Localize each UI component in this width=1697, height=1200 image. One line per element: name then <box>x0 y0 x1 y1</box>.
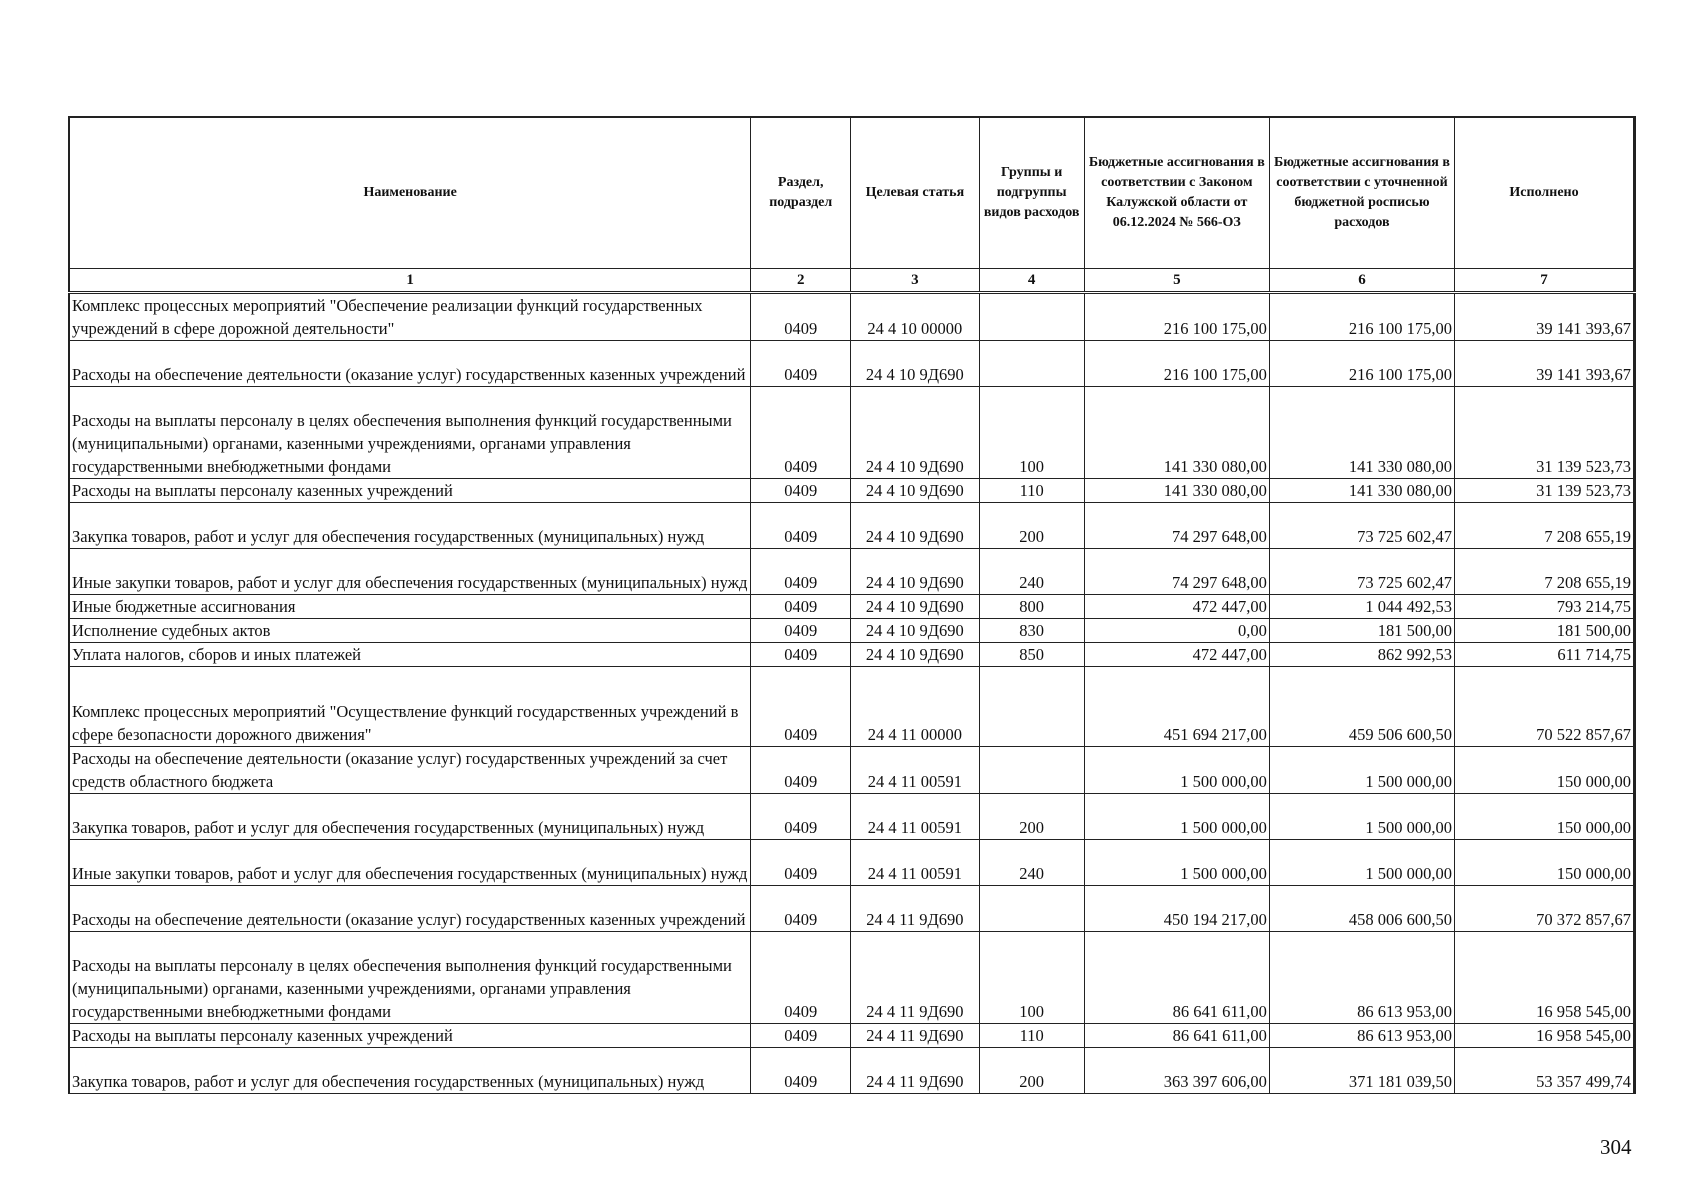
row-target: 24 4 11 9Д690 <box>851 1048 979 1094</box>
row-name: Иные бюджетные ассигнования <box>69 595 751 619</box>
row-refined: 73 725 602,47 <box>1269 549 1454 595</box>
row-target: 24 4 10 9Д690 <box>851 643 979 667</box>
row-refined: 86 613 953,00 <box>1269 1024 1454 1048</box>
row-group <box>979 667 1084 747</box>
header-section: Раздел, подраздел <box>751 117 851 269</box>
table-row <box>69 341 1635 387</box>
row-section: 0409 <box>751 794 851 840</box>
column-number: 1 <box>69 269 751 293</box>
row-section: 0409 <box>751 932 851 1024</box>
row-section: 0409 <box>751 387 851 479</box>
row-law: 141 330 080,00 <box>1084 479 1269 503</box>
column-number-row <box>69 269 1635 293</box>
budget-table <box>68 116 1636 1094</box>
row-law: 86 641 611,00 <box>1084 932 1269 1024</box>
row-executed: 793 214,75 <box>1455 595 1635 619</box>
row-refined: 862 992,53 <box>1269 643 1454 667</box>
row-law: 216 100 175,00 <box>1084 341 1269 387</box>
row-target: 24 4 10 9Д690 <box>851 341 979 387</box>
row-target: 24 4 11 9Д690 <box>851 886 979 932</box>
row-executed: 39 141 393,67 <box>1455 341 1635 387</box>
row-group: 200 <box>979 794 1084 840</box>
row-target: 24 4 10 9Д690 <box>851 619 979 643</box>
row-executed: 150 000,00 <box>1455 794 1635 840</box>
column-number: 4 <box>979 269 1084 293</box>
row-name: Закупка товаров, работ и услуг для обеспечения государственных (муниципальных) нужд <box>69 1048 751 1094</box>
table-row <box>69 595 1635 619</box>
row-target: 24 4 11 9Д690 <box>851 1024 979 1048</box>
row-target: 24 4 10 9Д690 <box>851 549 979 595</box>
row-refined: 458 006 600,50 <box>1269 886 1454 932</box>
row-law: 74 297 648,00 <box>1084 549 1269 595</box>
row-section: 0409 <box>751 747 851 794</box>
row-group: 100 <box>979 387 1084 479</box>
row-executed: 16 958 545,00 <box>1455 1024 1635 1048</box>
row-law: 86 641 611,00 <box>1084 1024 1269 1048</box>
column-number: 2 <box>751 269 851 293</box>
header-row <box>69 117 1635 269</box>
row-law: 0,00 <box>1084 619 1269 643</box>
header-groups: Группы и подгруппы видов расходов <box>979 117 1084 269</box>
row-target: 24 4 10 00000 <box>851 293 979 341</box>
row-name: Уплата налогов, сборов и иных платежей <box>69 643 751 667</box>
row-refined: 141 330 080,00 <box>1269 479 1454 503</box>
row-executed: 7 208 655,19 <box>1455 503 1635 549</box>
header-executed: Исполнено <box>1455 117 1635 269</box>
row-executed: 611 714,75 <box>1455 643 1635 667</box>
row-target: 24 4 11 9Д690 <box>851 932 979 1024</box>
row-executed: 7 208 655,19 <box>1455 549 1635 595</box>
row-group <box>979 293 1084 341</box>
row-target: 24 4 10 9Д690 <box>851 479 979 503</box>
row-refined: 141 330 080,00 <box>1269 387 1454 479</box>
row-group <box>979 886 1084 932</box>
row-name: Расходы на выплаты персоналу казенных учреждений <box>69 1024 751 1048</box>
row-law: 450 194 217,00 <box>1084 886 1269 932</box>
row-refined: 216 100 175,00 <box>1269 293 1454 341</box>
row-group: 800 <box>979 595 1084 619</box>
row-executed: 181 500,00 <box>1455 619 1635 643</box>
row-target: 24 4 11 00000 <box>851 667 979 747</box>
page-number: 304 <box>1600 1135 1632 1159</box>
row-target: 24 4 11 00591 <box>851 794 979 840</box>
row-law: 363 397 606,00 <box>1084 1048 1269 1094</box>
row-group: 200 <box>979 503 1084 549</box>
row-section: 0409 <box>751 503 851 549</box>
row-law: 74 297 648,00 <box>1084 503 1269 549</box>
row-law: 472 447,00 <box>1084 643 1269 667</box>
row-refined: 1 500 000,00 <box>1269 794 1454 840</box>
row-executed: 31 139 523,73 <box>1455 479 1635 503</box>
table-row <box>69 794 1635 840</box>
table-row <box>69 479 1635 503</box>
row-law: 141 330 080,00 <box>1084 387 1269 479</box>
row-section: 0409 <box>751 595 851 619</box>
row-name: Исполнение судебных актов <box>69 619 751 643</box>
row-group <box>979 747 1084 794</box>
header-law: Бюджетные ассигнования в соответствии с Законом Калужской области от 06.12.2024 № 566-ОЗ <box>1084 117 1269 269</box>
row-group: 240 <box>979 549 1084 595</box>
table-row <box>69 1048 1635 1094</box>
row-group: 100 <box>979 932 1084 1024</box>
row-section: 0409 <box>751 549 851 595</box>
header-name: Наименование <box>69 117 751 269</box>
row-name: Комплекс процессных мероприятий "Обеспечение реализации функций государственных учреждений в сфере дорожной деятельности" <box>69 293 751 341</box>
row-executed: 53 357 499,74 <box>1455 1048 1635 1094</box>
row-group: 200 <box>979 1048 1084 1094</box>
row-name: Иные закупки товаров, работ и услуг для обеспечения государственных (муниципальных) нужд <box>69 840 751 886</box>
row-executed: 39 141 393,67 <box>1455 293 1635 341</box>
row-refined: 181 500,00 <box>1269 619 1454 643</box>
table-row <box>69 840 1635 886</box>
row-group: 850 <box>979 643 1084 667</box>
table-row <box>69 549 1635 595</box>
row-refined: 73 725 602,47 <box>1269 503 1454 549</box>
row-law: 1 500 000,00 <box>1084 840 1269 886</box>
row-target: 24 4 11 00591 <box>851 747 979 794</box>
row-law: 216 100 175,00 <box>1084 293 1269 341</box>
row-section: 0409 <box>751 1048 851 1094</box>
row-name: Расходы на обеспечение деятельности (оказание услуг) государственных казенных учреждений <box>69 341 751 387</box>
column-number: 6 <box>1269 269 1454 293</box>
row-name: Комплекс процессных мероприятий "Осуществление функций государственных учреждений в сфере безопасности дорожного движения" <box>69 667 751 747</box>
row-section: 0409 <box>751 341 851 387</box>
row-executed: 70 522 857,67 <box>1455 667 1635 747</box>
row-name: Расходы на выплаты персоналу в целях обеспечения выполнения функций государственными (муниципальными) органами, казенными учреждениями, органами управления государственными внебюджетными фондами <box>69 387 751 479</box>
row-section: 0409 <box>751 667 851 747</box>
row-refined: 1 500 000,00 <box>1269 840 1454 886</box>
row-name: Закупка товаров, работ и услуг для обеспечения государственных (муниципальных) нужд <box>69 503 751 549</box>
row-name: Закупка товаров, работ и услуг для обеспечения государственных (муниципальных) нужд <box>69 794 751 840</box>
table-row <box>69 387 1635 479</box>
row-refined: 86 613 953,00 <box>1269 932 1454 1024</box>
row-executed: 70 372 857,67 <box>1455 886 1635 932</box>
column-number: 5 <box>1084 269 1269 293</box>
row-target: 24 4 10 9Д690 <box>851 595 979 619</box>
row-target: 24 4 11 00591 <box>851 840 979 886</box>
row-target: 24 4 10 9Д690 <box>851 387 979 479</box>
row-group <box>979 341 1084 387</box>
row-section: 0409 <box>751 840 851 886</box>
row-section: 0409 <box>751 619 851 643</box>
row-group: 830 <box>979 619 1084 643</box>
column-number: 3 <box>851 269 979 293</box>
row-law: 472 447,00 <box>1084 595 1269 619</box>
row-law: 451 694 217,00 <box>1084 667 1269 747</box>
row-section: 0409 <box>751 886 851 932</box>
header-target: Целевая статья <box>851 117 979 269</box>
table-row <box>69 619 1635 643</box>
row-law: 1 500 000,00 <box>1084 794 1269 840</box>
table-row <box>69 667 1635 747</box>
table-row <box>69 1024 1635 1048</box>
row-refined: 1 044 492,53 <box>1269 595 1454 619</box>
row-section: 0409 <box>751 1024 851 1048</box>
row-name: Расходы на обеспечение деятельности (оказание услуг) государственных казенных учреждений <box>69 886 751 932</box>
row-group: 240 <box>979 840 1084 886</box>
row-section: 0409 <box>751 643 851 667</box>
row-section: 0409 <box>751 293 851 341</box>
table-row <box>69 293 1635 341</box>
row-section: 0409 <box>751 479 851 503</box>
row-name: Иные закупки товаров, работ и услуг для обеспечения государственных (муниципальных) нужд <box>69 549 751 595</box>
row-refined: 371 181 039,50 <box>1269 1048 1454 1094</box>
row-executed: 16 958 545,00 <box>1455 932 1635 1024</box>
table-row <box>69 932 1635 1024</box>
header-refined: Бюджетные ассигнования в соответствии с уточненной бюджетной росписью расходов <box>1269 117 1454 269</box>
row-refined: 216 100 175,00 <box>1269 341 1454 387</box>
row-executed: 150 000,00 <box>1455 747 1635 794</box>
row-refined: 1 500 000,00 <box>1269 747 1454 794</box>
row-name: Расходы на выплаты персоналу в целях обеспечения выполнения функций государственными (муниципальными) органами, казенными учреждениями, органами управления государственными внебюджетными фондами <box>69 932 751 1024</box>
row-group: 110 <box>979 479 1084 503</box>
table-row <box>69 886 1635 932</box>
row-executed: 150 000,00 <box>1455 840 1635 886</box>
table-row <box>69 643 1635 667</box>
row-law: 1 500 000,00 <box>1084 747 1269 794</box>
row-name: Расходы на обеспечение деятельности (оказание услуг) государственных учреждений за счет средств областного бюджета <box>69 747 751 794</box>
row-refined: 459 506 600,50 <box>1269 667 1454 747</box>
column-number: 7 <box>1455 269 1635 293</box>
row-target: 24 4 10 9Д690 <box>851 503 979 549</box>
row-executed: 31 139 523,73 <box>1455 387 1635 479</box>
row-name: Расходы на выплаты персоналу казенных учреждений <box>69 479 751 503</box>
table-row <box>69 747 1635 794</box>
table-row <box>69 503 1635 549</box>
row-group: 110 <box>979 1024 1084 1048</box>
